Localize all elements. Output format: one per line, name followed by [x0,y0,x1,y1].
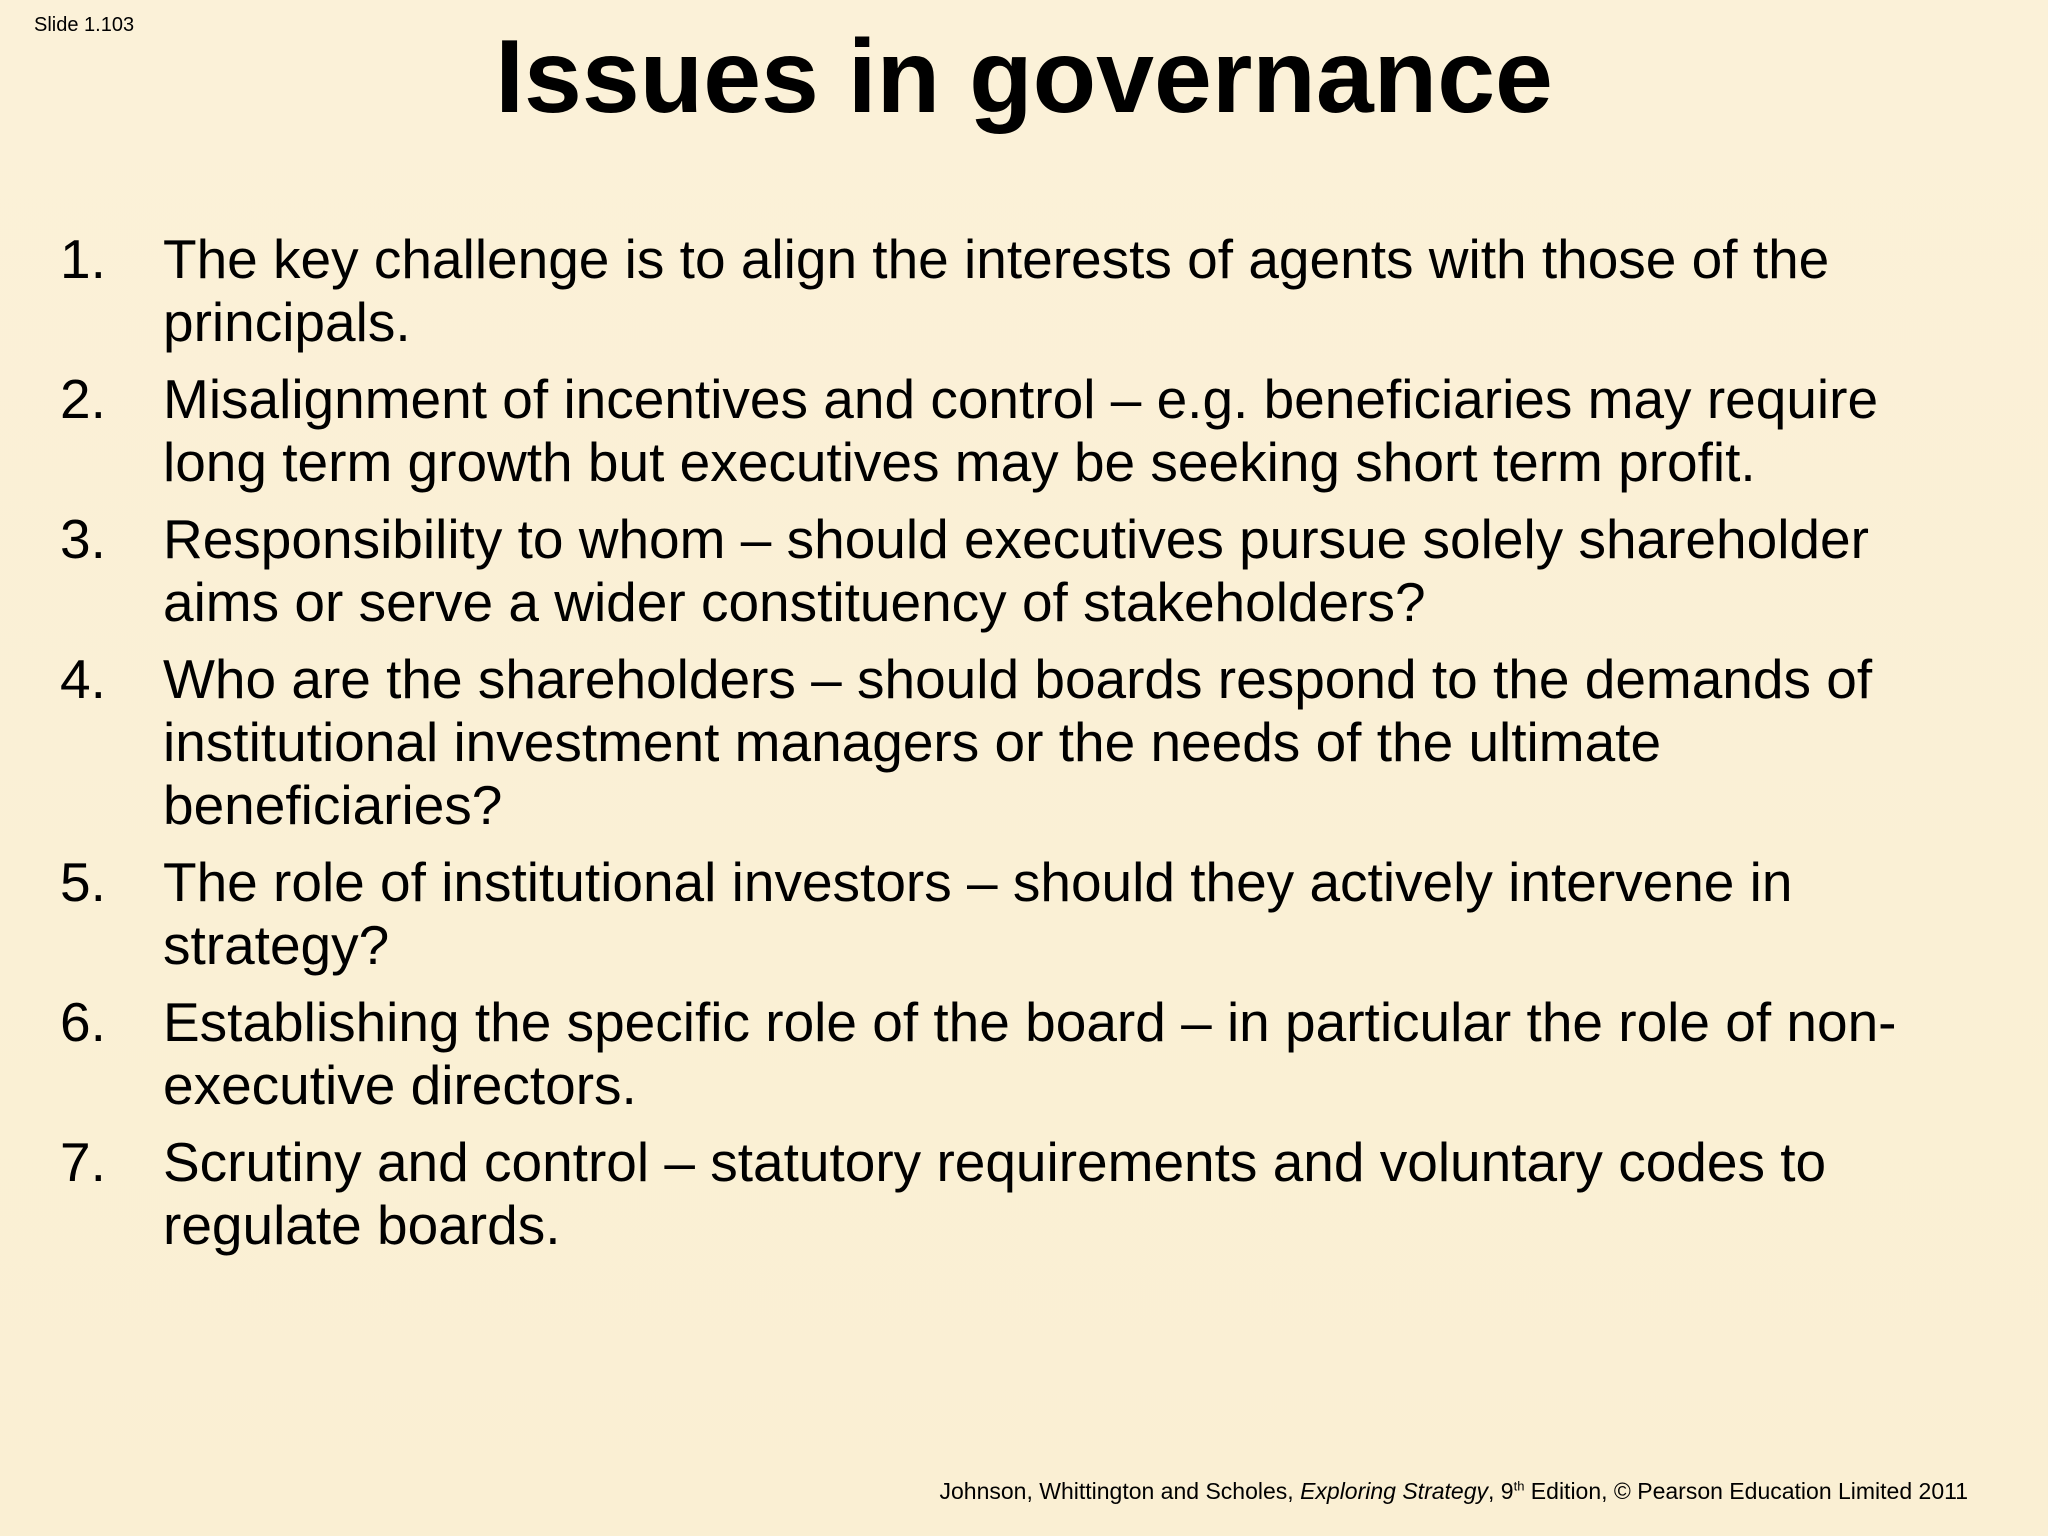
item-number: 2. [60,368,106,430]
footer-edition-rest: Edition, © Pearson Education Limited 2011 [1524,1478,1968,1504]
item-text: Responsibility to whom – should executives pursue solely shareholder aims or serve a wider constituency of stakeholders? [163,508,1869,633]
item-number: 7. [60,1131,106,1193]
item-text: Establishing the specific role of the board – in particular the role of non-executive directors. [163,991,1897,1116]
footer-book-title: Exploring Strategy [1300,1478,1488,1504]
issues-list [60,228,1990,1271]
list-item [60,851,1990,977]
item-text: The key challenge is to align the interests of agents with those of the principals. [163,228,1830,353]
citation-footer [940,1478,1969,1505]
item-text: Misalignment of incentives and control – e.g. beneficiaries may require long term growth but executives may be seeking short term profit. [163,368,1879,493]
item-text: The role of institutional investors – should they actively intervene in strategy? [163,851,1793,976]
footer-authors: Johnson, Whittington and Scholes, [939,1478,1301,1504]
list-item [60,508,1990,634]
item-number: 3. [60,508,106,570]
list-item [60,1131,1990,1257]
list-item [60,368,1990,494]
list-item [60,648,1990,837]
footer-edition-sup: th [1513,1478,1525,1494]
slide-number: Slide 1.103 [34,14,135,36]
list-item [60,228,1990,354]
list-item [60,991,1990,1117]
item-text: Scrutiny and control – statutory requirements and voluntary codes to regulate boards. [163,1131,1827,1256]
item-text: Who are the shareholders – should boards respond to the demands of institutional investment managers or the needs of the ultimate beneficiaries? [163,648,1873,836]
item-number: 5. [60,851,106,913]
item-number: 4. [60,648,106,710]
item-number: 1. [60,228,106,290]
item-number: 6. [60,991,106,1053]
footer-edition-prefix: , 9 [1488,1478,1514,1504]
slide-title: Issues in governance [495,19,1553,135]
